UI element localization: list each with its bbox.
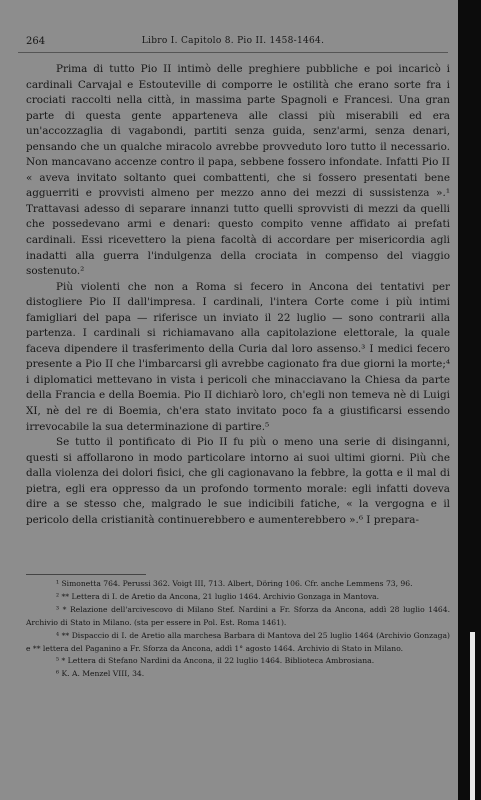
running-title: Libro I. Capitolo 8. Pio II. 1458-1464. — [141, 36, 325, 46]
header-rule — [18, 52, 448, 53]
paragraph: Se tutto il pontificato di Pio II fu più o meno una serie di disinganni, questi si affollarono in modo particolare intorno ai suoi ultimi giorni. Più che dalla violenza dei dolori fisici, che gli cagionavano la febbre, la gotta e il mal di pietra, egli era oppresso da un profondo tormento morale: egli infatti doveva dire a se stesso che, malgrado le sue indicibili fatiche, « la vergogna e il pericolo della cristianità continuerebbero e aumenterebbero ».⁶ I prepara- — [26, 436, 450, 526]
footnote: ² ** Lettera di I. de Aretio da Ancona, 21 luglio 1464. Archivio Gonzaga in Mantova. — [56, 591, 380, 601]
paragraph: Prima di tutto Pio II intimò delle preghiere pubbliche e poi incaricò i cardinali Carvajal e Estouteville di comporre le ostilità che erano sorte fra i crociati raccolti nella città, in massima parte Spagnoli e Francesi. Una gran parte di questa gente apparteneva alle classi più miserabili ed era un'accozzaglia di vagabondi, partiti senza guida, senz'armi, senza denari, pensando che un qualche miracolo avrebbe provveduto loro tutto il necessario. Non mancavano accenze contro il papa, sebbene fossero infondate. Infatti Pio II « aveva invitato soltanto quei combattenti, che si fossero presentati bene agguerriti e provvisti almeno per mezzo anno dei mezzi di sussistenza ».¹ Trattavasi adesso di separare innanzi tutto quelli sprovvisti di mezzi da quelli che possedevano armi e denari: questo compito venne affidato ai prefati cardinali. Essi ricevettero la piena facoltà di accordare per misericordia agli inadatti alla guerra l'indulgenza della crociata in compenso del viaggio sostenuto.² — [26, 63, 450, 278]
footnote: ⁶ K. A. Menzel VIII, 34. — [56, 669, 145, 679]
footnotes — [26, 578, 450, 681]
footnote: ⁵ * Lettera di Stefano Nardini da Ancona, il 22 luglio 1464. Biblioteca Ambrosiana. — [56, 656, 375, 666]
body-text — [26, 62, 450, 528]
page-edge — [470, 632, 475, 800]
page-number: 264 — [26, 36, 46, 47]
paragraph: Più violenti che non a Roma si fecero in Ancona dei tentativi per distogliere Pio II dall'impresa. I cardinali, l'intera Corte come i più intimi famigliari del papa — riferisce un inviato il 22 luglio — sono contrarii alla partenza. I cardinali si richiamavano alla capitolazione elettorale, la quale faceva dipendere il trasferimento della Curia dal loro assenso.³ I medici fecero presente a Pio II che l'imbarcarsi gli avrebbe cagionato fra due giorni la morte;⁴ i diplomatici mettevano in vista i pericoli che minacciavano la Chiesa da parte della Francia e della Boemia. Pio II dichiarò loro, ch'egli non temeva nè di Luigi XI, nè del re di Boemia, ch'era stato invitato poco fa a giustificarsi essendo irrevocabile la sua determinazione di partire.⁵ — [26, 280, 450, 433]
footnote: ¹ Simonetta 764. Perussi 362. Voigt III, 713. Albert, Döring 106. Cfr. anche Lemmens 73, 96. — [56, 579, 413, 588]
footnote: ⁴ ** Dispaccio di I. de Aretio alla marchesa Barbara di Mantova del 25 luglio 1464 (Archivio Gonzaga) e ** lettera del Paganino a Fr. Sforza da Ancona, addì 1° agosto 1464. Archivio di Stato in Milano. — [26, 630, 450, 653]
page-header — [18, 36, 448, 50]
footnote: ³ * Relazione dell'arcivescovo di Milano Stef. Nardini a Fr. Sforza da Ancona, addì 28 luglio 1464. Archivio di Stato in Milano. (sta per essere in Pol. Est. Roma 1461). — [26, 604, 450, 627]
footnote-rule — [26, 574, 146, 575]
